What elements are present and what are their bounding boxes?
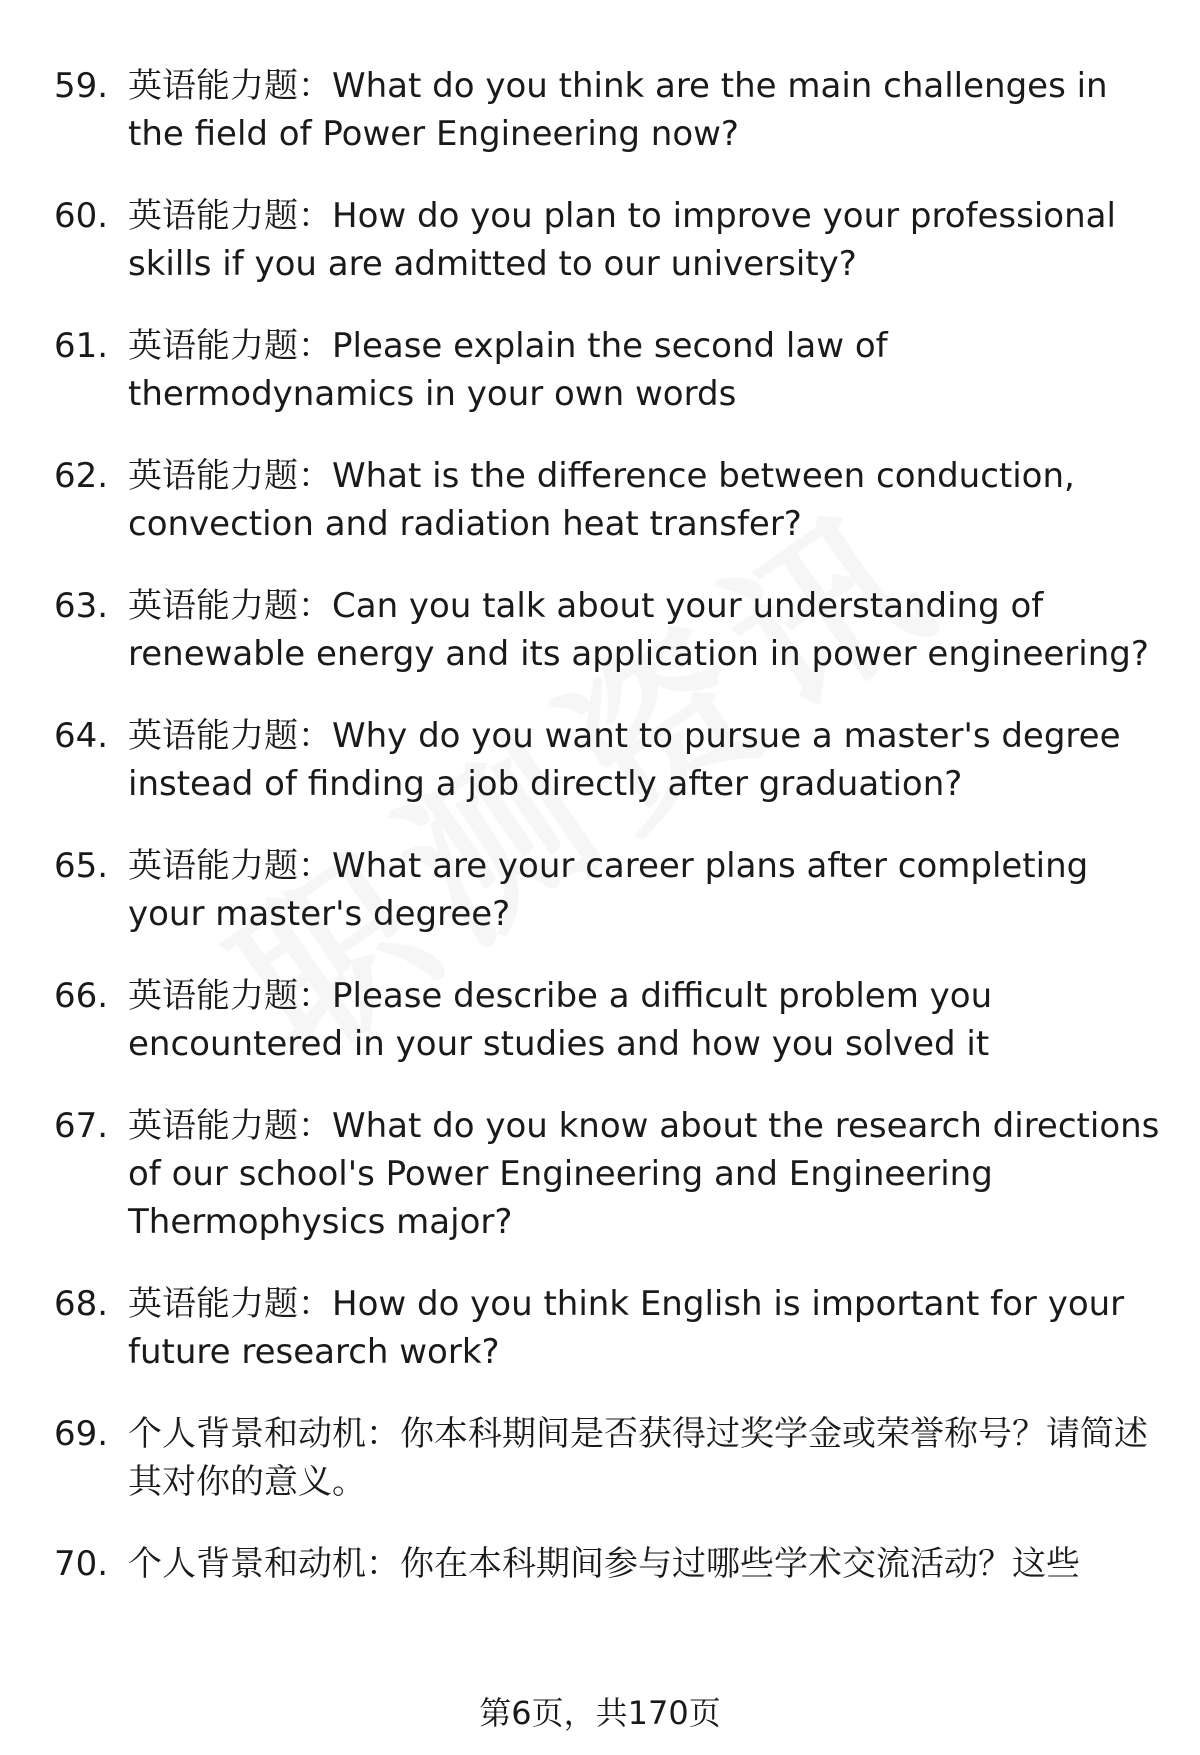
question-separator: ： — [298, 846, 332, 886]
question-text: How do you think English is important for your future research work? — [128, 1284, 1125, 1372]
question-text: What do you think are the main challenges in the field of Power Engineering now? — [128, 66, 1108, 154]
question-number: 66. — [54, 976, 109, 1016]
question-separator: ： — [366, 1414, 400, 1454]
question-body — [128, 712, 1174, 808]
question-category: 英语能力题 — [128, 1284, 298, 1324]
question-item — [54, 1102, 1174, 1246]
question-number: 63. — [54, 586, 109, 626]
question-item — [54, 582, 1174, 678]
question-separator: ： — [298, 976, 332, 1016]
question-body — [128, 842, 1174, 938]
question-text: 你在本科期间参与过哪些学术交流活动？这些 — [400, 1544, 1080, 1584]
question-list — [54, 62, 1174, 1622]
question-body — [128, 1410, 1174, 1506]
question-text: Why do you want to pursue a master's degree instead of finding a job directly after graduation? — [128, 716, 1121, 804]
question-text: What are your career plans after completing your master's degree? — [128, 846, 1089, 934]
question-category: 英语能力题 — [128, 66, 298, 106]
question-category: 英语能力题 — [128, 326, 298, 366]
page-footer — [0, 1693, 1200, 1733]
question-category: 英语能力题 — [128, 456, 298, 496]
question-text: 你本科期间是否获得过奖学金或荣誉称号？请简述其对你的意义。 — [128, 1414, 1148, 1502]
question-separator: ： — [298, 66, 332, 106]
page-number-label: 第6页，共170页 — [479, 1694, 721, 1732]
question-category: 英语能力题 — [128, 716, 298, 756]
question-number: 60. — [54, 196, 109, 236]
question-category: 英语能力题 — [128, 196, 298, 236]
question-number: 68. — [54, 1284, 109, 1324]
question-body — [128, 1540, 1174, 1588]
question-separator: ： — [366, 1544, 400, 1584]
question-category: 个人背景和动机 — [128, 1414, 366, 1454]
question-body — [128, 972, 1174, 1068]
question-number: 61. — [54, 326, 109, 366]
question-item — [54, 842, 1174, 938]
question-category: 英语能力题 — [128, 846, 298, 886]
question-text: What do you know about the research directions of our school's Power Engineering and Engineering Thermophysics major? — [128, 1106, 1160, 1242]
question-body — [128, 582, 1174, 678]
question-number: 62. — [54, 456, 109, 496]
question-number: 67. — [54, 1106, 109, 1146]
question-item — [54, 972, 1174, 1068]
question-separator: ： — [298, 326, 332, 366]
question-text: Please explain the second law of thermodynamics in your own words — [128, 326, 888, 414]
question-item — [54, 322, 1174, 418]
question-category: 英语能力题 — [128, 1106, 298, 1146]
question-separator: ： — [298, 456, 332, 496]
question-body — [128, 1280, 1174, 1376]
question-item — [54, 1280, 1174, 1376]
question-number: 69. — [54, 1414, 109, 1454]
question-separator: ： — [298, 716, 332, 756]
question-item — [54, 452, 1174, 548]
question-separator: ： — [298, 1284, 332, 1324]
question-item — [54, 1410, 1174, 1506]
question-item — [54, 712, 1174, 808]
question-category: 个人背景和动机 — [128, 1544, 366, 1584]
question-number: 70. — [54, 1544, 109, 1584]
question-item — [54, 1540, 1174, 1588]
question-body — [128, 62, 1174, 158]
question-text: Can you talk about your understanding of renewable energy and its application in power engineering? — [128, 586, 1149, 674]
question-item — [54, 192, 1174, 288]
question-text: What is the difference between conduction, convection and radiation heat transfer? — [128, 456, 1075, 544]
question-number: 64. — [54, 716, 109, 756]
question-separator: ： — [298, 1106, 332, 1146]
question-category: 英语能力题 — [128, 976, 298, 1016]
question-number: 59. — [54, 66, 109, 106]
question-separator: ： — [298, 196, 332, 236]
question-category: 英语能力题 — [128, 586, 298, 626]
question-number: 65. — [54, 846, 109, 886]
question-body — [128, 452, 1174, 548]
question-item — [54, 62, 1174, 158]
question-separator: ： — [298, 586, 332, 626]
question-body — [128, 322, 1174, 418]
question-text: How do you plan to improve your professional skills if you are admitted to our university? — [128, 196, 1116, 284]
question-text: Please describe a difficult problem you encountered in your studies and how you solved it — [128, 976, 993, 1064]
question-body — [128, 1102, 1174, 1246]
question-body — [128, 192, 1174, 288]
